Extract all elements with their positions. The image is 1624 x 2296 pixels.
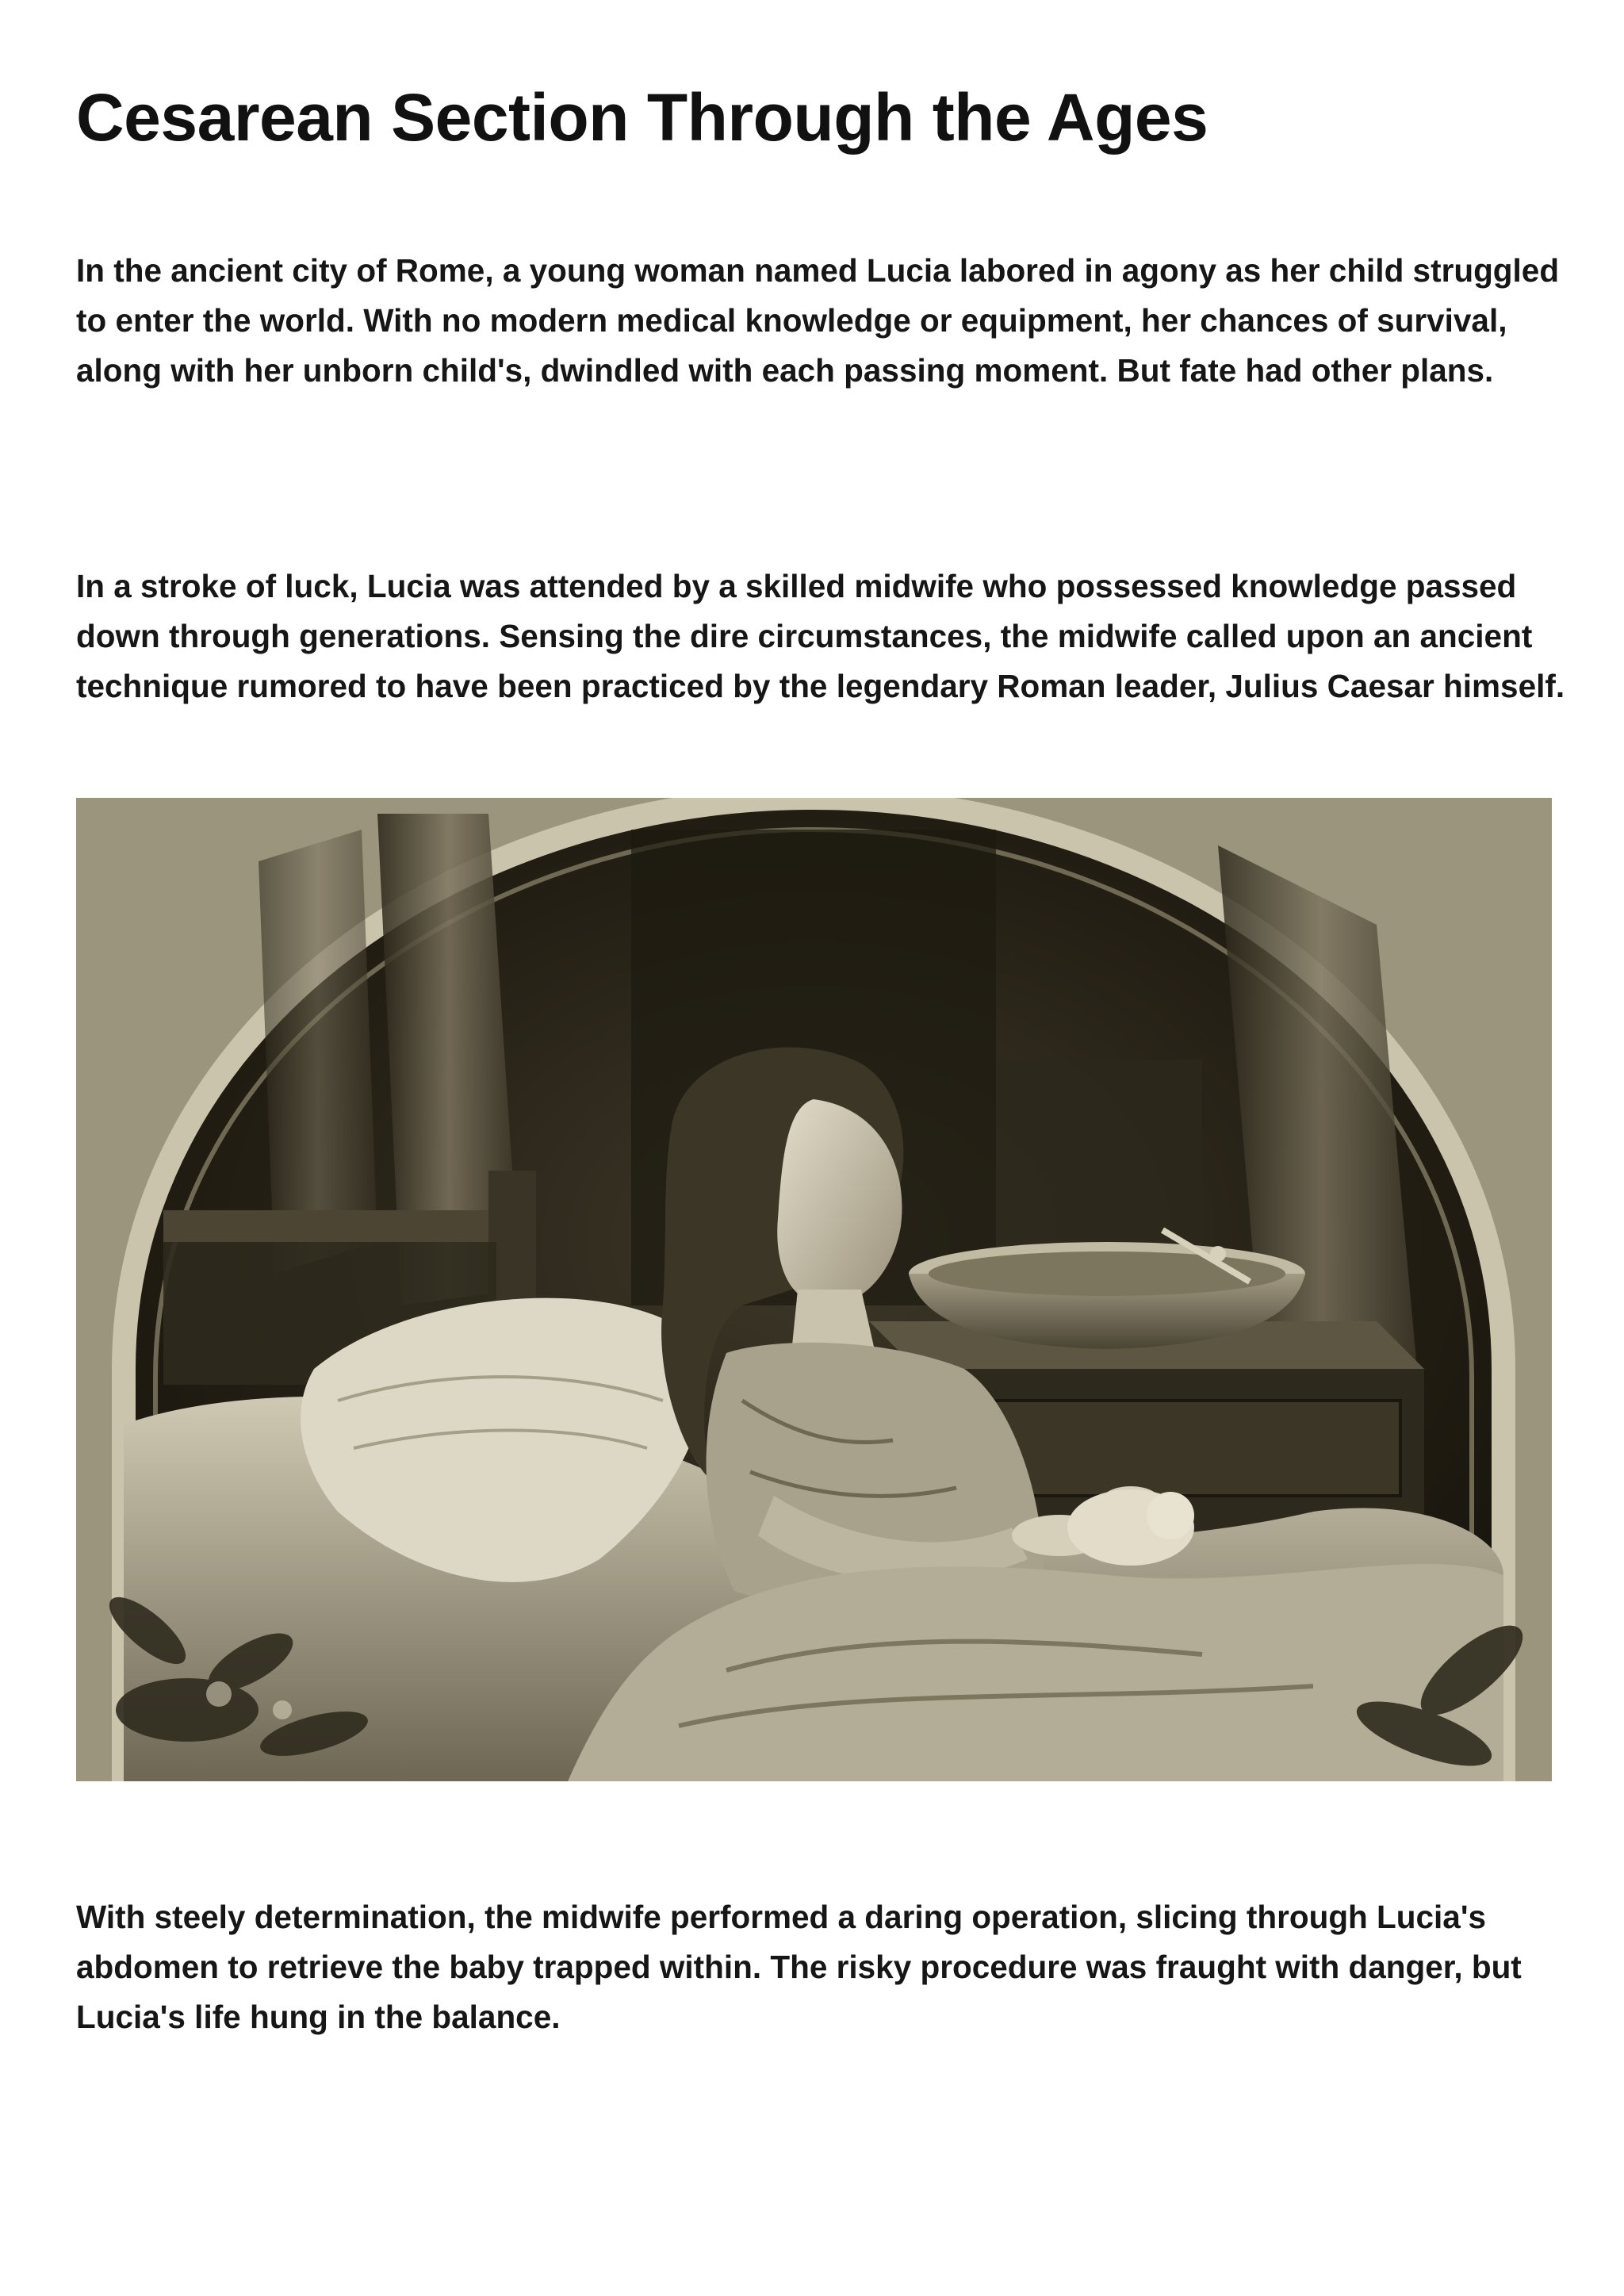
illustration-mother-and-baby [76, 798, 1552, 1781]
paragraph-2: In a stroke of luck, Lucia was attended by a skilled midwife who possessed knowledge passed down through generations. Sensing the dire circumstances, the midwife called upon an ancient technique rumored to have been practiced by the legendary Roman leader, Julius Caesar himself. [76, 568, 1565, 704]
page-title: Cesarean Section Through the Ages [76, 80, 1208, 155]
paragraph-3: With steely determination, the midwife performed a daring operation, slicing through Lucia's abdomen to retrieve the baby trapped within. The risky procedure was fraught with danger, but Lucia's life hung in the balance. [76, 1899, 1522, 2035]
illustration-drawing [76, 798, 1552, 1781]
paragraph-1: In the ancient city of Rome, a young woman named Lucia labored in agony as her child struggled to enter the world. With no modern medical knowledge or equipment, her chances of survival, along with her unborn child's, dwindled with each passing moment. But fate had other plans. [76, 252, 1560, 389]
